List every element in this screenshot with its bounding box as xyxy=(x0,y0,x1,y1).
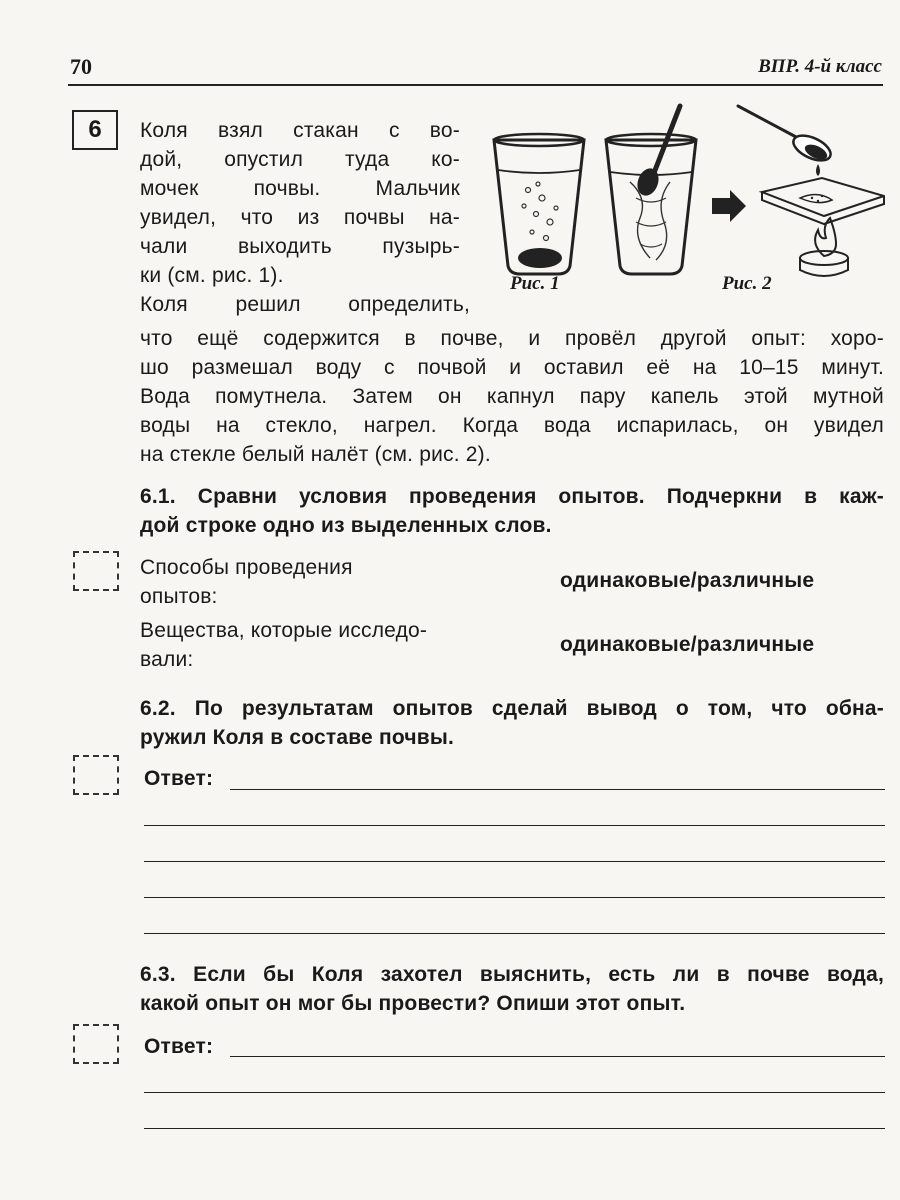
question-6-2-text xyxy=(140,694,884,752)
answer-line[interactable] xyxy=(230,789,885,790)
row-label-line: опытов: xyxy=(140,585,218,608)
glass-with-spoon-icon xyxy=(606,106,696,274)
score-box-6-3[interactable] xyxy=(73,1024,119,1064)
row-substances-options[interactable]: одинаковые/различные xyxy=(560,633,815,656)
answer-line[interactable] xyxy=(144,1128,885,1129)
question-line: ружил Коля в составе почвы. xyxy=(140,726,455,749)
body-line: шо размешал воду с почвой и оставил её на 10–15 минут. xyxy=(140,356,884,379)
question-line: 6.2. По результатам опытов сделай вывод о том, что обна- xyxy=(140,697,884,720)
figure-2-caption: Рис. 2 xyxy=(722,273,772,294)
question-line: 6.3. Если бы Коля захотел выяснить, есть ли в почве вода, xyxy=(140,963,884,986)
answer-line[interactable] xyxy=(144,861,885,862)
intro-line: мочек почвы. Мальчик xyxy=(140,177,460,200)
spoon-icon xyxy=(738,106,834,176)
intro-line: дой, опустил туда ко- xyxy=(140,148,460,171)
question-line: дой строке одно из выделенных слов. xyxy=(140,514,552,537)
answer-line[interactable] xyxy=(144,1092,885,1093)
intro-line: Коля взял стакан с во- xyxy=(140,119,460,142)
experiment-illustration xyxy=(480,98,885,298)
body-line: Вода помутнела. Затем он капнул пару капель этой мутной xyxy=(140,385,884,408)
row-substances-label xyxy=(140,616,500,674)
answer-line[interactable] xyxy=(230,1056,885,1057)
row-label-line: Способы проведения xyxy=(140,556,353,579)
intro-line: увидел, что из почвы на- xyxy=(140,206,460,229)
body-line: воды на стекло, нагрел. Когда вода испарилась, он увидел xyxy=(140,414,884,437)
arrow-right-icon xyxy=(712,190,746,222)
answer-line[interactable] xyxy=(144,933,885,934)
row-label-line: Вещества, которые исследо- xyxy=(140,619,428,642)
glass-plate-icon xyxy=(762,178,884,224)
answer-line[interactable] xyxy=(144,825,885,826)
book-title: ВПР. 4-й класс xyxy=(758,56,882,77)
task-number: 6 xyxy=(88,116,102,143)
body-line: что ещё содержится в почве, и провёл другой опыт: хоро- xyxy=(140,327,884,350)
body-line: на стекле белый налёт (см. рис. 2). xyxy=(140,443,491,466)
score-box-6-1[interactable] xyxy=(73,551,119,591)
intro-line: Коля решил определить, xyxy=(140,293,470,316)
row-methods-label xyxy=(140,553,440,611)
intro-line: чали выходить пузырь- xyxy=(140,235,460,258)
question-6-1-text xyxy=(140,482,884,540)
task-body xyxy=(140,324,884,469)
glass-with-soil-icon xyxy=(494,134,584,274)
answer-label: Ответ: xyxy=(144,767,214,790)
page-number: 70 xyxy=(70,54,92,79)
score-box-6-2[interactable] xyxy=(73,755,119,795)
answer-line[interactable] xyxy=(144,897,885,898)
question-line: 6.1. Сравни условия проведения опытов. Подчеркни в каж- xyxy=(140,485,884,508)
answer-label: Ответ: xyxy=(144,1035,214,1058)
figure-1-caption: Рис. 1 xyxy=(510,273,560,294)
row-label-line: вали: xyxy=(140,648,194,671)
question-line: какой опыт он мог бы провести? Опиши этот опыт. xyxy=(140,992,686,1015)
header-divider xyxy=(68,84,883,86)
question-6-3-text xyxy=(140,960,884,1018)
task-intro xyxy=(140,116,470,319)
row-methods-options[interactable]: одинаковые/различные xyxy=(560,569,815,592)
candle-flame-icon xyxy=(800,218,848,276)
task-number-box xyxy=(72,110,118,150)
intro-line: ки (см. рис. 1). xyxy=(140,264,284,287)
